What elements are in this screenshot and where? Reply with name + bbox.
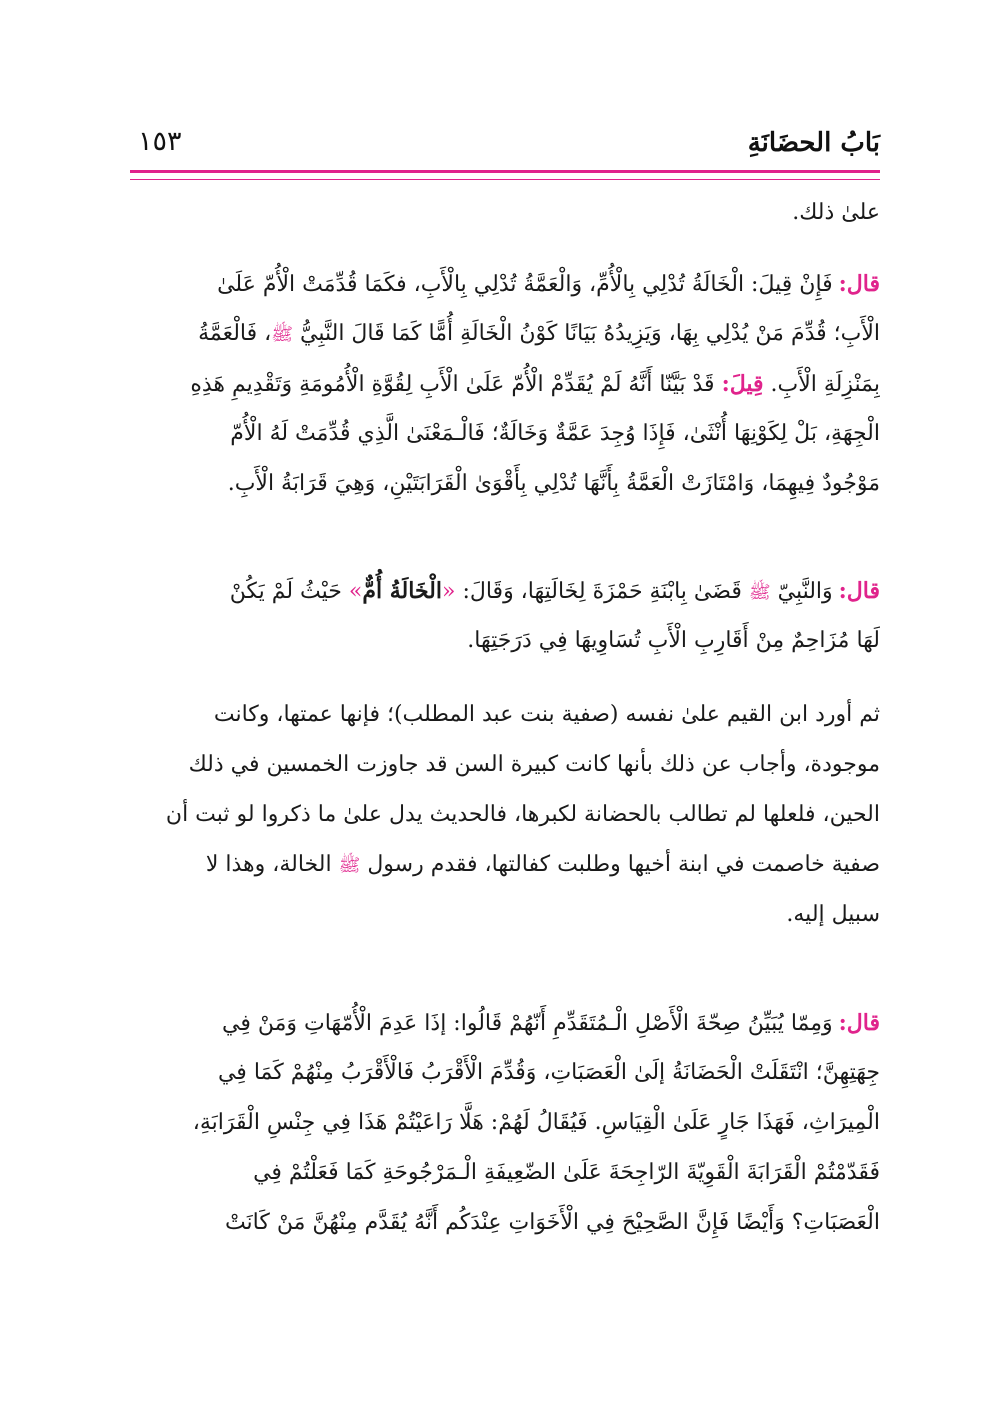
page-number: ١٥٣ [138, 126, 182, 157]
salawat-symbol: ﷺ [338, 855, 361, 876]
chapter-title: بَابُ الحضَانَةِ [747, 128, 880, 158]
text-line [130, 359, 880, 409]
text-line: الْعَصَبَاتِ؟ وَأَيْضًا فَإِنَّ الصَّحِيْحَ فِي الْأَخَوَاتِ عِنْدَكُم أَنَّهُ يُقَدَّم مِنْهُنَّ مَنْ كَانَتْ [224, 1210, 880, 1235]
text-line [130, 998, 880, 1048]
line-text: وَمِمّا يُبَيِّنُ صِحّةَ الْأَصْلِ الْـمُتَقَدِّمِ أَنّهُمْ قَالُوا: إذَا عَدِمَ الْأُمّهَاتِ وَمَنْ فِي [222, 1011, 833, 1036]
book-page [130, 0, 880, 1418]
salawat-symbol: ﷺ [748, 582, 771, 603]
quote-open-mark: « [441, 579, 456, 604]
line-text: الخالة، وهذا لا [205, 852, 332, 877]
paragraph-qal-2 [130, 566, 880, 666]
line-text: قَدْ بَيَّنّا أَنَّهُ لَمْ يُقَدِّمْ الْأُمّ عَلَىٰ الْأَبِ لِقُوَّةِ الْأُمُومَةِ وَتَقْدِيمِ هَذِهِ [190, 372, 715, 397]
quote-close-mark: » [348, 579, 363, 604]
text-line [130, 840, 880, 890]
line-text: صفية خاصمت في ابنة أخيها وطلبت كفالتها، فقدم رسول [367, 852, 880, 877]
paragraph-qal-1 [130, 259, 880, 509]
paragraph-continuation [130, 188, 880, 238]
text-line: علىٰ ذلك. [792, 200, 880, 225]
text-line [130, 309, 880, 359]
line-text: فَإِنْ قِيلَ: الْخَالَةُ تُدْلِي بِالْأُمِّ، وَالْعَمَّةُ تُدْلِي بِالْأَبِ، فكَمَا قُدِّمَتْ الْأُمّ عَلَىٰ [217, 272, 833, 297]
line-text: بِمَنْزِلَةِ الْأَبِ. [770, 372, 880, 397]
line-text: حَيْثُ لَمْ يَكُنْ [229, 579, 342, 604]
qal-label: قال: [838, 1010, 880, 1036]
line-text: وَالنَّبِيّ [777, 579, 833, 604]
line-text: الْأَبِ؛ قُدِّمَ مَنْ يُدْلِي بِهَا، وَيَزِيدُهُ بَيَانًا كَوْنُ الْخَالَةِ أُمًّا كَمَا قَالَ النَّبِيُّ [300, 321, 880, 346]
paragraph-qal-3 [130, 998, 880, 1248]
header-rule-thin [130, 179, 880, 180]
qil-label: قِيلَ: [721, 371, 764, 397]
qal-label: قال: [838, 578, 880, 604]
header-rule-thick [130, 170, 880, 173]
line-text: قَضَىٰ بِابْنَةِ حَمْزَةَ لِخَالَتِهَا، وَقَالَ: [462, 579, 742, 604]
line-text: ، فَالْعَمَّةُ [198, 321, 272, 346]
paragraph-commentary [130, 690, 880, 940]
text-line: ثم أورد ابن القيم علىٰ نفسه (صفية بنت عبد المطلب)؛ فإنها عمتها، وكانت [213, 702, 880, 727]
text-line [130, 566, 880, 616]
salawat-symbol: ﷺ [271, 324, 293, 345]
text-line: الْمِيرَاثِ، فَهَذَا جَارٍ عَلَىٰ الْقِيَاسِ. فَيُقَالُ لَهُمْ: هَلَّا رَاعَيْتُمْ هَذَا فِي جِنْسِ الْقَرَابَةِ، [192, 1110, 880, 1135]
page-header [130, 120, 880, 168]
text-line: فَقَدّمْتُمْ الْقَرَابَةَ الْقَوِيّةَ الرّاجِحَةَ عَلَىٰ الضّعِيفَةِ الْـمَرْجُوحَةِ كَمَا فَعَلْتُمْ فِي [253, 1160, 880, 1185]
text-line: مَوْجُودٌ فِيهِمَا، وَامْتَازَتْ الْعَمَّةُ بِأَنَّهَا تُدْلِي بِأَقْوَىٰ الْقَرَابَتَيْنِ، وَهِيَ قَرَابَةُ الْأَبِ. [227, 471, 880, 496]
hadith-quote: الْخَالَةُ أُمٌّ [362, 578, 442, 604]
text-line: جِهَتِهِنَّ؛ انْتَقَلَتْ الْحَضَانَةُ إلَىٰ الْعَصَبَاتِ، وَقُدِّمَ الْأَقْرَبُ فَالْأَقْرَبُ مِنْهُمْ كَمَا فِي [217, 1060, 880, 1085]
text-line: سبيل إليه. [786, 902, 880, 927]
text-line [130, 259, 880, 309]
qal-label: قال: [838, 271, 880, 297]
text-line: الْجِهَةِ، بَلْ لِكَوْنِهَا أُنْثَىٰ، فَإِذَا وُجِدَ عَمَّةٌ وَخَالَةٌ؛ فَالْـمَعْنَىٰ الَّذِي قُدِّمَتْ لَهُ الْأُمّ [230, 421, 880, 446]
text-line: الحين، فلعلها لم تطالب بالحضانة لكبرها، فالحديث يدل علىٰ ما ذكروا لو ثبت أن [165, 802, 880, 827]
text-line: موجودة، وأجاب عن ذلك بأنها كانت كبيرة السن قد جاوزت الخمسين في ذلك [188, 752, 880, 777]
text-line: لَهَا مُزَاحِمٌ مِنْ أَقَارِبِ الْأَبِ تُسَاوِيهَا فِي دَرَجَتِهَا. [467, 628, 880, 653]
